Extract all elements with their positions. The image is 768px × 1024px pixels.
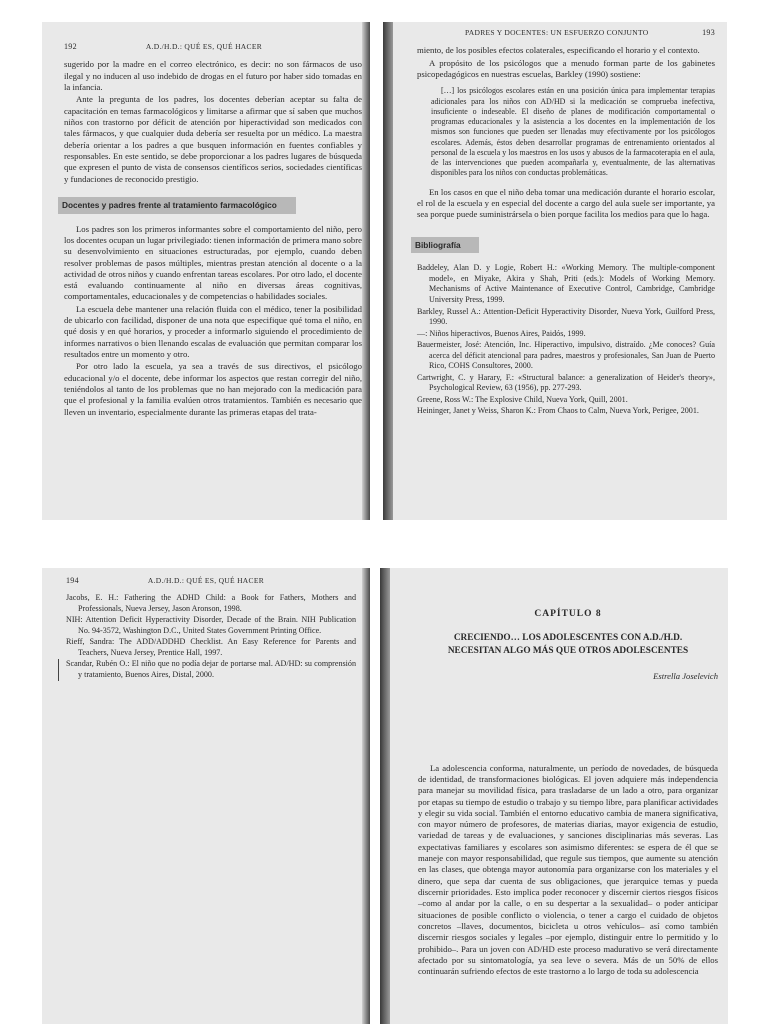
chapter-author: Estrella Joselevich <box>653 671 718 682</box>
handwritten-bracket <box>58 659 356 680</box>
page-192 <box>42 22 370 520</box>
page-194 <box>42 568 370 1024</box>
running-header <box>66 576 356 586</box>
biblio-entry: Greene, Ross W.: The Explosive Child, Nueva York, Quill, 2001. <box>417 394 628 404</box>
page-number: 192 <box>64 42 77 51</box>
running-header <box>64 42 362 52</box>
biblio-entry: Scandar, Rubén O.: El niño que no podía dejar de portarse mal. AD/HD: su comprensión y tratamiento, Buenos Aires, Distal, 2000. <box>66 659 356 679</box>
running-head-title: A.D./H.D.: QUÉ ES, QUÉ HACER <box>145 42 262 51</box>
paragraph: En los casos en que el niño deba tomar una medicación durante el horario escolar, el rol de la escuela y en especial del docente a cargo del aula suele ser importante, ya sea porque puede suministrársela o bien porque facilita los medios para que lo haga. <box>417 186 715 220</box>
section-heading: Docentes y padres frente al tratamiento farmacológico <box>58 197 296 214</box>
section-heading: Bibliografía <box>411 237 479 254</box>
biblio-entry: Heininger, Janet y Weiss, Sharon K.: From Chaos to Calm, Nueva York, Perigee, 2001. <box>417 406 699 416</box>
page-number: 194 <box>66 576 79 585</box>
chapter-title <box>418 632 718 657</box>
paragraph: miento, de los posibles efectos colaterales, especificando el horario y el contexto. <box>417 45 700 56</box>
running-head-title: PADRES Y DOCENTES: UN ESFUERZO CONJUNTO <box>465 28 649 37</box>
paragraph: La escuela debe mantener una relación fluida con el médico, tener la posibilidad de ubicarlo con facilidad, disponer de una nota que especifique qué toma el niño, en qué dosis y en qué horarios, y proceder a informarlo siguiendo el procedimiento de informes narrativos o bien llenando escalas de evaluación que permitan comparar los resultados entre un momento y otro. <box>64 303 362 360</box>
paragraph: La adolescencia conforma, naturalmente, un período de novedades, de búsqueda de identidad, de transformaciones biológicas. El joven adquiere más independencia para manejar su movilidad física, para trasladarse de un lado a otro, para organizar por etapas su tiempo de estudio o trabajo y su tiempo libre, para planificar actividades y elegir su vida social. También el entorno educativo cambia de manera significativa, con mayor número de profesores, de materias diarias, mayor exigencia de estudio, variedad de tareas y de evaluaciones, y sanciones disciplinarias más severas. Las expectativas familiares y escolares son asimismo diferentes: se espera de él que se maneje con mayor responsabilidad, que regule sus tiempos, que aumente su atención en las clases, que obtenga mayor autonomía para organizarse con los materiales y el dinero, que sepa dar cuenta de sus obligaciones, que jerarquice temas y pueda discernir prioridades. Esto implica poder reconocer y discernir ciertos riesgos físicos –como al andar por la calle, o en su despertar a la sexualidad– o poder anticipar situaciones de posible conflicto o violencia, o tener a cargo el cuidado de objetos concretos –llaves, documentos, bicicleta u otros vehículos– así como también discernir riesgos sociales y legales –por ejemplo, distinguir entre lo permitido y lo prohibido–. Para un joven con AD/HD este proceso madurativo se verá directamente afectado por su sintomatología, ya sea leve o severa. Más de un 50% de ellos continuarán sufriendo efectos de este trastorno a lo largo de toda su adolescencia <box>418 762 718 977</box>
page-gutter-shadow <box>362 568 370 1024</box>
quote-text: […] los psicólogos escolares están en una posición única para implementar terapias adicionales para los niños con AD/HD si la medicación se comprueba inefectiva, insuficiente o indeseable. El diseño de planes de modificación comportamental o programas educacionales y la asistencia a los docentes en la implementación de los mismos son funciones que pueden ser llenadas muy efectivamente por los psicólogos escolares. Además, éstos deben desarrollar programas de entrenamiento orientados al personal de la escuela y los maestros en los usos y abusos de la farmacoterapia en el aula, de las intervenciones que pueden acompañarla y, eventualmente, de las alternativas disponibles para los niños con conductas problemáticas. <box>431 86 715 178</box>
chapter-title-line: NECESITAN ALGO MÁS QUE OTROS ADOLESCENTES <box>447 645 689 656</box>
biblio-entry: Baddeley, Alan D. y Logie, Robert H.: «Working Memory. The multiple-component model», en Miyake, Akira y Shah, Priti (eds.): Models of Working Memory. Mechanisms of Active Maintenance of Executive Control, Cambridge, Cambridge University Press, 1999. <box>417 263 715 304</box>
block-quote <box>431 86 715 178</box>
paragraph: sugerido por la madre en el correo electrónico, es decir: no son fármacos de uso ilegal y no inducen al uso indebido de drogas en el futuro por haber sido tomadas en la infancia. <box>64 59 362 93</box>
biblio-entry: Barkley, Russel A.: Attention-Deficit Hyperactivity Disorder, Nueva York, Guilford Press, 1990. <box>417 306 715 327</box>
biblio-entry: NIH: Attention Deficit Hyperactivity Disorder, Decade of the Brain. NIH Publication No. 94-3572, Washington D.C., United States Government Printing Office. <box>66 615 356 635</box>
paragraph: A propósito de los psicólogos que a menudo forman parte de los gabinetes psicopedagógicos en nuestras escuelas, Barkley (1990) sostiene: <box>417 57 715 80</box>
page-193 <box>383 22 727 520</box>
paragraph: Por otro lado la escuela, ya sea a través de sus directivos, el psicólogo educacional y/o el docente, debe informar los aspectos que restan corregir del niño, teniéndolos al tanto de los problemas que no han mejorado con la medicación para que el profesional y la familia evalúen otros tratamientos. También es necesario que lleven un inventario, especialmente durante las primeras etapas del trata- <box>64 361 362 417</box>
page-195 <box>380 568 728 1024</box>
paragraph: Los padres son los primeros informantes sobre el comportamiento del niño, pero los docentes ocupan un lugar privilegiado: tienen información de primera mano sobre su desenvolvimiento en situaciones estructuradas, por ejemplo, cuando deben resolver problemas de pasos múltiples, mientras prestan atención al docente o a la actividad de otros niños y cuando enfrentan tareas escolares. Por otro lado, el docente está evaluando continuamente al niño en diversas áreas cognitivas, comportamentales, educacionales y de competencias o habilidades sociales. <box>64 223 362 302</box>
page-number: 193 <box>702 28 715 37</box>
page-gutter-shadow <box>383 22 393 520</box>
biblio-entry: Rieff, Sandra: The ADD/ADDHD Checklist. An Easy Reference for Parents and Teachers, Nueva Jersey, Prentice Hall, 1997. <box>66 637 356 657</box>
chapter-title-line: CRECIENDO… LOS ADOLESCENTES CON A.D./H.D. <box>453 633 683 644</box>
biblio-entry: Bauermeister, José: Atención, Inc. Hiperactivo, impulsivo, distraído. ¿Me conoces? Guía acerca del déficit atencional para padres, maestros y profesionales, San Juan de Puerto Rico, COHS Consultores, 2000. <box>417 340 715 371</box>
page-gutter-shadow <box>380 568 390 1024</box>
paragraph: Ante la pregunta de los padres, los docentes deberían aceptar su falta de capacitación en temas farmacológicos y limitarse a afirmar que sí saben que muchos niños con trastorno por déficit de atención por hiperactividad son medicados con tales fármacos, y que cualquier duda debería ser resuelta por un médico. La maestra debería orientar a los padres a que busquen información en fuentes confiables y responsables. En este sentido, se debe proporcionar a los padres lugares de búsqueda que expresen el punto de vista de consensos científicos serios, sociedades científicas y fundaciones de reconocido prestigio. <box>64 94 362 184</box>
chapter-number: CAPÍTULO 8 <box>534 609 602 619</box>
bibliography-list <box>417 263 715 416</box>
biblio-entry: Jacobs, E. H.: Fathering the ADHD Child: a Book for Fathers, Mothers and Professionals, Nueva Jersey, Jason Aronson, 1998. <box>66 593 356 613</box>
biblio-entry: —: Niños hiperactivos, Buenos Aires, Paidós, 1999. <box>417 328 586 338</box>
running-header <box>417 28 715 38</box>
running-head-title: A.D./H.D.: QUÉ ES, QUÉ HACER <box>147 576 264 585</box>
page-gutter-shadow <box>362 22 370 520</box>
biblio-entry: Cartwright, C. y Harary, F.: «Structural balance: a generalization of Heider's theory», Psychological Review, 63 (1956), pp. 277-293. <box>417 372 715 393</box>
bibliography-list <box>66 593 356 680</box>
